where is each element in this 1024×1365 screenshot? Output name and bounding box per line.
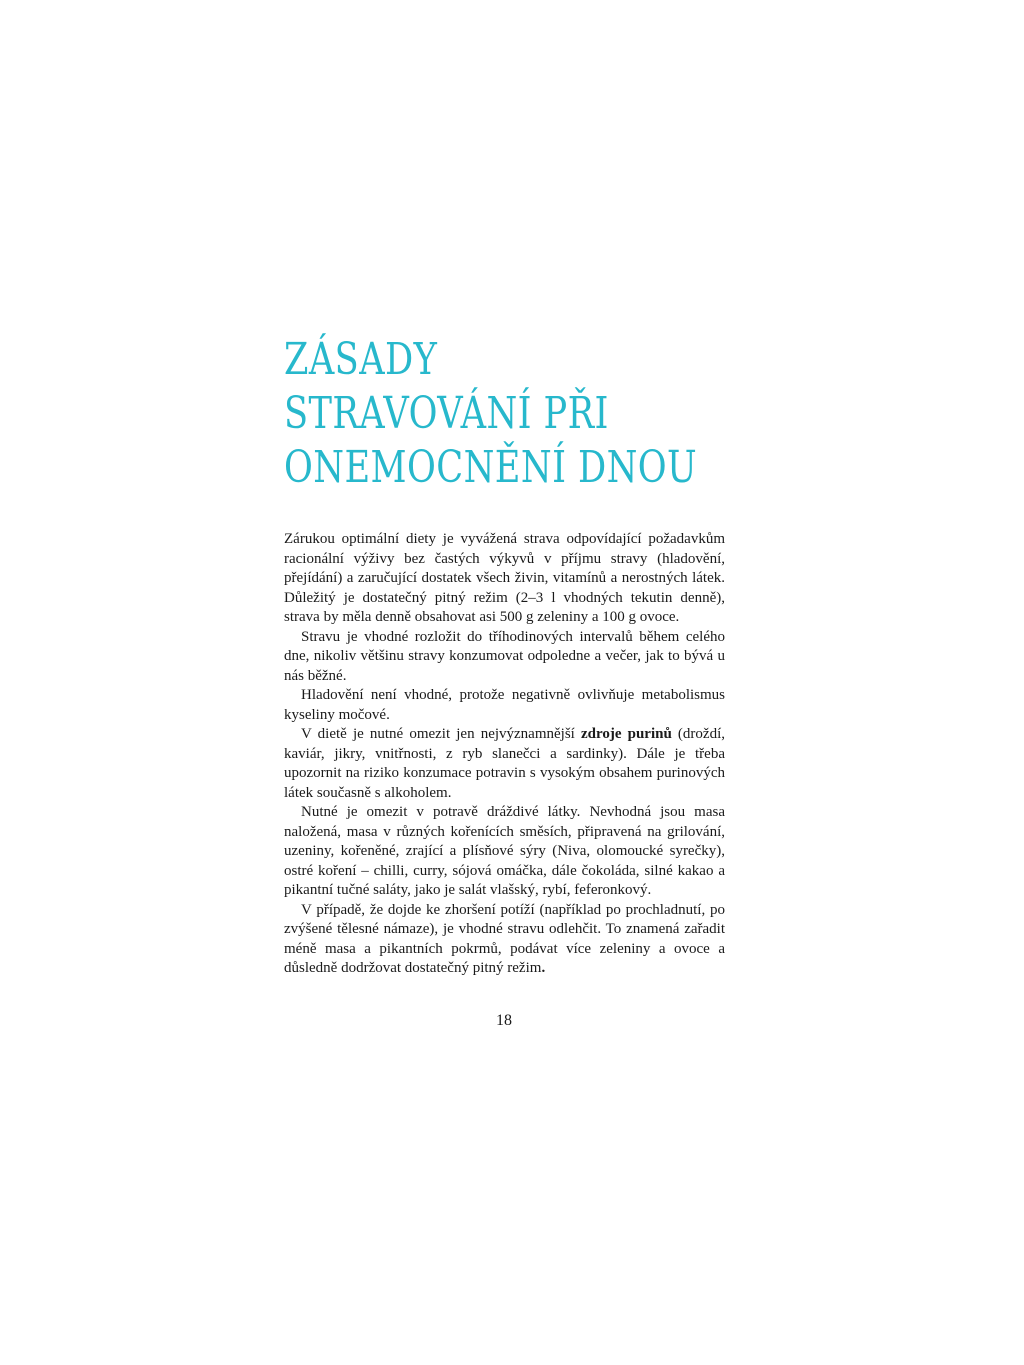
paragraph-3: Hladovění není vhodné, protože negativně ovlivňuje metabolismus kyseliny močové. (284, 687, 725, 723)
paragraph-4-text-before: V dietě je nutné omezit jen nejvýznamnější (301, 726, 581, 742)
chapter-title-line-1: ZÁSADY (284, 334, 438, 385)
paragraph-1: Zárukou optimální diety je vyvážená strava odpovídající požadavkům racionální výživy bez častých výkyvů v příjmu stravy (hladovění, přejídání) a zaručující dostatek všech živin, vitamínů a nerostných látek. Důležitý je dostatečný pitný režim (2–3 l vhodných tekutin denně), strava by měla denně obsahovat asi 500 g zeleniny a 100 g ovoce. (284, 531, 725, 625)
chapter-title (284, 333, 698, 495)
paragraph-6-text: V případě, že dojde ke zhoršení potíží (například po prochladnutí, po zvýšené tělesné námaze), je vhodné stravu odlehčit. To znamená zařadit méně masa a pikantních pokrmů, podávat více zeleniny a ovoce a důsledně dodržovat dostatečný pitný režim (284, 901, 725, 976)
paragraph-2: Stravu je vhodné rozložit do tříhodinových intervalů během celého dne, nikoliv většinu stravy konzumovat odpoledne a večer, jak to bývá u nás běžné. (284, 628, 725, 684)
chapter-title-line-3: ONEMOCNĚNÍ DNOU (284, 442, 698, 493)
paragraph-4-text-after: (droždí, kaviár, jikry, vnitřnosti, z ryb slanečci a sardinky). Dále je třeba upozornit na riziko konzumace potravin s vysokým obsahem purinových látek současně s alkoholem. (284, 726, 725, 801)
paragraph-4 (284, 725, 725, 803)
paragraph-6 (284, 901, 725, 979)
chapter-title-line-2: STRAVOVÁNÍ PŘI (284, 388, 609, 439)
page-number: 18 (496, 1012, 512, 1029)
paragraph-4-bold-term: zdroje purinů (580, 726, 672, 742)
body-text (284, 530, 725, 979)
paragraph-6-bold-period: . (541, 960, 546, 976)
paragraph-5: Nutné je omezit v potravě dráždivé látky. Nevhodná jsou masa naložená, masa v různých kořenících směsích, připravená na grilování, uzeniny, kořeněné, zrající a plísňové sýry (Niva, olomoucké syrečky), ostré koření – chilli, curry, sójová omáčka, dále čokoláda, silné kakao a pikantní tučné saláty, jako je salát vlašský, rybí, feferonkový. (284, 804, 725, 898)
